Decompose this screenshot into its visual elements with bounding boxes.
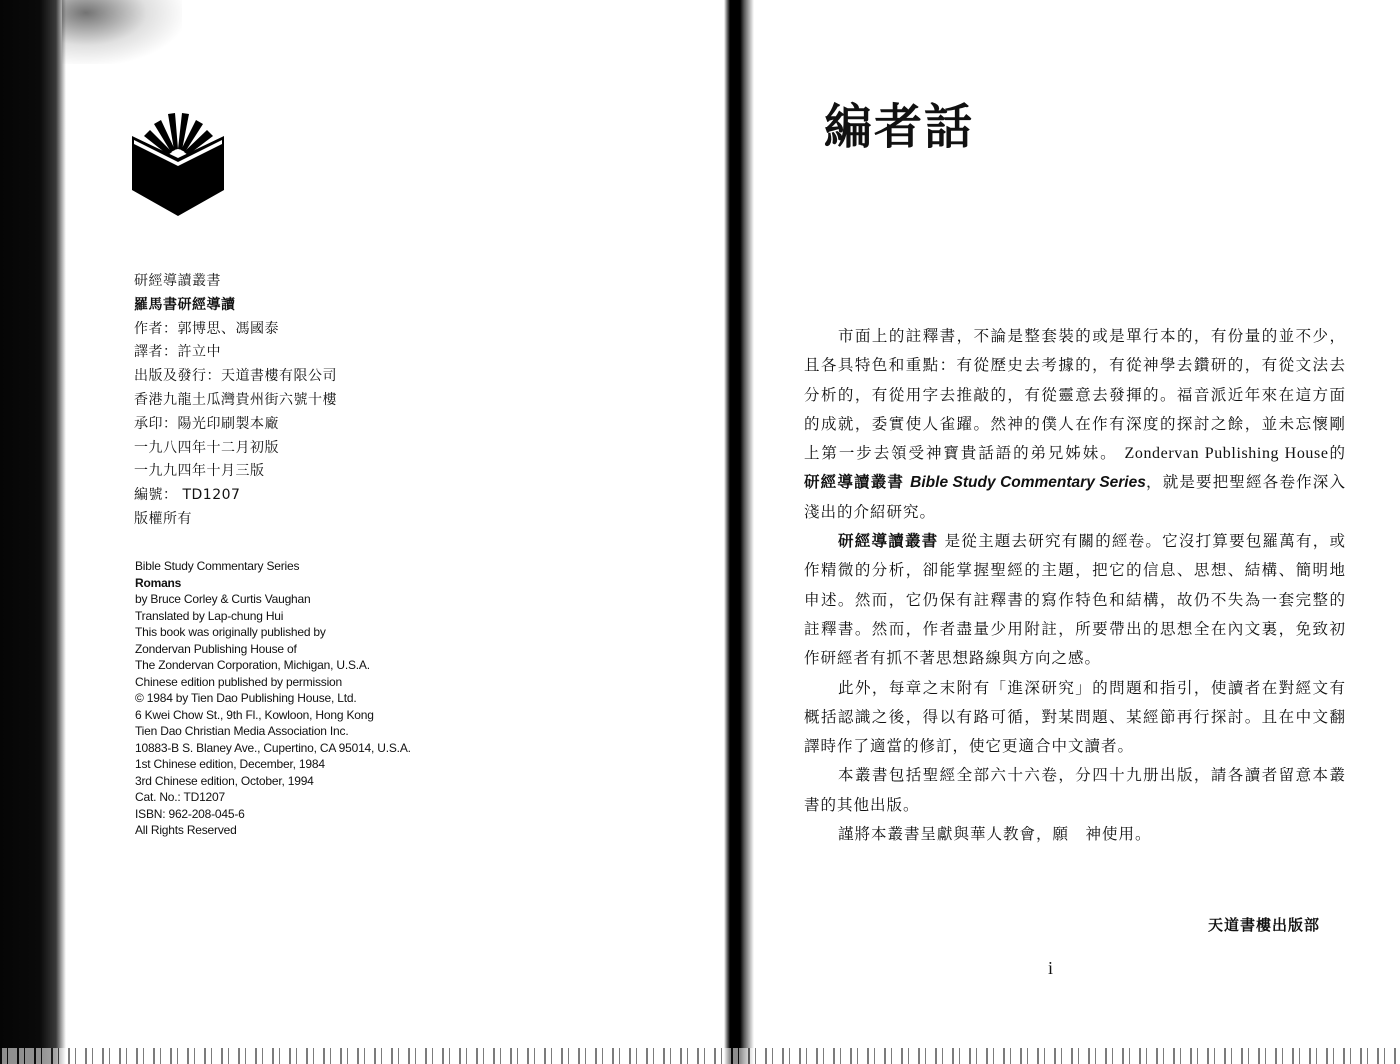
scan-shadow-left: [0, 0, 66, 1064]
page-title: 編者話: [824, 99, 975, 155]
series-name-cn-inline: 研經導讀叢書: [804, 473, 905, 492]
address-us-en: 10883-B S. Blaney Ave., Cupertino, CA 95014, U.S.A.: [135, 740, 411, 755]
series-name-en: Bible Study Commentary Series: [135, 559, 300, 573]
original-publisher-line-1: This book was originally published by: [135, 625, 326, 639]
copyright-line: © 1984 by Tien Dao Publishing House, Ltd.: [135, 691, 357, 705]
us-association-en: Tien Dao Christian Media Association Inc.: [135, 724, 349, 738]
authors-cn: 作者：郭博思、馮國泰: [134, 320, 279, 337]
printer-cn: 承印：陽光印刷製本廠: [134, 415, 279, 432]
book-title-en: Romans: [135, 575, 182, 590]
series-name-en-inline: Bible Study Commentary Series: [910, 474, 1146, 492]
english-colophon: [135, 558, 535, 839]
scan-smudge: [62, 0, 182, 64]
address-cn: 香港九龍土瓜灣貴州街六號十樓: [134, 391, 337, 408]
right-page: [728, 0, 1400, 1064]
paragraph-2: [804, 527, 1346, 673]
scan-bottom-artifact: [0, 1048, 1400, 1064]
series-name-cn-inline-2: 研經導讀叢書: [838, 532, 939, 551]
signature: 天道書樓出版部: [1207, 916, 1320, 934]
paragraph-1: [804, 322, 1346, 527]
paragraph-2-text: 是從主題去研究有關的經卷。它沒打算要包羅萬有，或作精微的分析，卻能掌握聖經的主題，把它的信息、思想、結構、簡明地申述。然而，它仍保有註釋書的寫作特色和結構，故仍不失為一套完整的註釋書。然而，作者盡量少用附註，所要帶出的思想全在內文裏，免致初作研經者有抓不著思想路線與方向之感。: [804, 532, 1346, 668]
address-hk-en: 6 Kwei Chow St., 9th Fl., Kowloon, Hong Kong: [135, 707, 374, 722]
paragraph-1-text-b: 的: [1328, 444, 1346, 463]
rights-cn: 版權所有: [134, 510, 192, 527]
book-title-cn: 羅馬書研經導讀: [134, 296, 236, 313]
translator-cn: 譯者：許立中: [134, 344, 221, 361]
first-edition-en: 1st Chinese edition, December, 1984: [135, 757, 325, 771]
page-number: i: [1048, 958, 1054, 978]
editor-note-body: [804, 322, 1346, 849]
catalog-number-cn: 編號： TD1207: [134, 487, 241, 504]
original-publisher-line-3: The Zondervan Corporation, Michigan, U.S.A.: [135, 658, 370, 672]
paragraph-5: 謹將本叢書呈獻與華人教會，願 神使用。: [838, 825, 1152, 844]
publisher-cn: 出版及發行：天道書樓有限公司: [134, 368, 337, 385]
book-spine-shadow: [724, 0, 754, 1064]
permission-line: Chinese edition published by permission: [135, 674, 342, 689]
catalog-number-en: Cat. No.: TD1207: [135, 790, 225, 804]
third-edition-en: 3rd Chinese edition, October, 1994: [135, 773, 314, 788]
isbn-en: ISBN: 962-208-045-6: [135, 806, 245, 821]
first-edition-cn: 一九八四年十二月初版: [134, 439, 279, 456]
publisher-logo-icon: [130, 108, 226, 218]
third-edition-cn: 一九九四年十月三版: [134, 463, 265, 480]
paragraph-4: 本叢書包括聖經全部六十六卷，分四十九册出版，請各讀者留意本叢書的其他出版。: [804, 766, 1346, 814]
authors-en: by Bruce Corley & Curtis Vaughan: [135, 592, 311, 606]
translator-en: Translated by Lap-chung Hui: [135, 608, 284, 623]
paragraph-1-text-c: ，就是要把聖經各卷作深入淺出的介紹研究。: [804, 473, 1346, 521]
original-publisher-line-2: Zondervan Publishing House of: [135, 641, 297, 656]
publisher-name-en: Zondervan Publishing House: [1124, 445, 1329, 463]
paragraph-3: 此外，每章之末附有「進深研究」的問題和指引，使讀者在對經文有概括認識之後，得以有路可循，對某問題、某經節再行探討。且在中文翻譯時作了適當的修訂，使它更適合中文讀者。: [804, 678, 1346, 756]
rights-en: All Rights Reserved: [135, 823, 237, 837]
paragraph-1-text-a: 市面上的註釋書，不論是整套裝的或是單行本的，有份量的並不少，且各具特色和重點：有從歷史去考據的，有從神學去鑽研的，有從文法去分析的，有從用字去推敲的，有從靈意去發揮的。福音派近年來在這方面的成就，委實使人雀躍。然神的僕人在作有深度的探討之餘，並未忘懷剛上第一步去領受神寶貴話語的弟兄姊妹。: [804, 327, 1346, 463]
series-name-cn: 研經導讀叢書: [134, 273, 221, 289]
chinese-colophon: [134, 270, 514, 532]
